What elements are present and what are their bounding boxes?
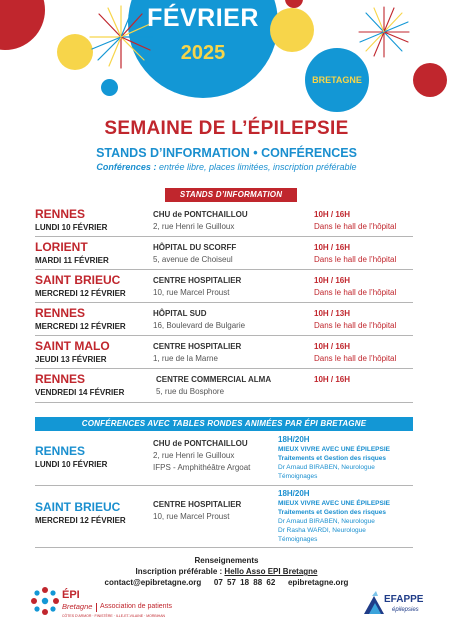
conference-row xyxy=(35,435,413,486)
page-title: SEMAINE DE L’ÉPILEPSIE xyxy=(104,118,349,139)
epi-logo-icon xyxy=(30,586,60,616)
blue-circle-small-left xyxy=(101,79,118,96)
region-label: BRETAGNE xyxy=(312,75,362,85)
conference-place: CHU de PONTCHAILLOU xyxy=(153,439,248,448)
efappe-logo-icon xyxy=(362,590,386,616)
page-subtitle: STANDS D’INFORMATION • CONFÉRENCES xyxy=(96,146,357,160)
red-circle-right xyxy=(413,63,447,97)
stand-address: 5, rue du Bosphore xyxy=(156,387,225,396)
stand-city: SAINT BRIEUC xyxy=(35,273,121,287)
conference-hours: 18H/20H xyxy=(278,489,310,498)
year-title: 2025 xyxy=(180,42,226,64)
stand-city: RENNES xyxy=(35,207,86,221)
conference-place: CENTRE HOSPITALIER xyxy=(153,500,242,509)
conference-speaker: Dr Rasha WARDI, Neurologue xyxy=(278,527,366,534)
phone-number: 07 57 18 88 62 xyxy=(213,578,276,587)
stand-location: Dans le hall de l’hôpital xyxy=(314,255,397,264)
website-link[interactable]: epibretagne.org xyxy=(287,578,349,587)
conference-note: Conférences : entrée libre, places limitées, inscription préférable xyxy=(96,162,357,172)
conference-date: LUNDI 10 FÉVRIER xyxy=(35,460,108,469)
red-circle-top-left xyxy=(0,0,45,50)
epi-name: ÉPI xyxy=(62,589,80,601)
red-circle-small-right xyxy=(285,0,303,8)
stand-date: JEUDI 13 FÉVRIER xyxy=(35,355,107,364)
conference-hours: 18H/20H xyxy=(278,435,310,444)
conference-speaker: Dr Arnaud BIRABEN, Neurologue xyxy=(278,464,375,471)
month-title: FÉVRIER xyxy=(147,4,259,32)
firework-right-icon xyxy=(356,4,412,60)
conference-speaker: Témoignages xyxy=(278,473,318,480)
stand-date: MERCREDI 12 FÉVRIER xyxy=(35,322,126,331)
epi-tagline: Association de patients xyxy=(100,603,172,610)
stand-address: 1, rue de la Marne xyxy=(153,354,218,363)
stand-place: CENTRE COMMERCIAL ALMA xyxy=(156,375,272,384)
conference-date: MERCREDI 12 FÉVRIER xyxy=(35,516,126,525)
stand-row xyxy=(35,205,413,237)
stand-city: RENNES xyxy=(35,372,86,386)
conference-row xyxy=(35,488,413,548)
stand-row xyxy=(35,238,413,270)
stand-address: 2, rue Henri le Guilloux xyxy=(153,222,235,231)
conference-topic: MIEUX VIVRE AVEC UNE ÉPILEPSIE xyxy=(278,446,390,453)
helloasso-link[interactable]: Hello Asso EPI Bretagne xyxy=(224,567,318,576)
conference-speaker: Témoignages xyxy=(278,536,318,543)
stand-hours: 10H / 16H xyxy=(314,276,351,285)
epi-region: Bretagne xyxy=(62,602,93,611)
stand-hours: 10H / 16H xyxy=(314,243,351,252)
conferences-banner: CONFÉRENCES AVEC TABLES RONDES ANIMÉES PAR ÉPI BRETAGNE xyxy=(35,417,413,431)
conference-address: 10, rue Marcel Proust xyxy=(153,512,230,521)
stand-row xyxy=(35,304,413,336)
stand-city: LORIENT xyxy=(35,240,88,254)
stand-date: MARDI 11 FÉVRIER xyxy=(35,256,109,265)
conference-subtopic: Traitements et Gestion des risques xyxy=(278,455,387,462)
stand-hours: 10H / 16H xyxy=(314,342,351,351)
stand-place: CHU de PONTCHAILLOU xyxy=(153,210,248,219)
stand-location: Dans le hall de l’hôpital xyxy=(314,354,397,363)
registration-line: Inscription préférable : Hello Asso EPI Bretagne xyxy=(135,567,318,576)
stand-date: LUNDI 10 FÉVRIER xyxy=(35,223,108,232)
info-heading: Renseignements xyxy=(194,556,259,565)
conference-speaker: Dr Arnaud BIRABEN, Neurologue xyxy=(278,518,375,525)
epi-departments: CÔTES D’ARMOR · FINISTÈRE · ILLE-ET-VILAINE · MORBIHAN xyxy=(62,614,166,618)
epi-divider xyxy=(96,603,97,612)
stand-row xyxy=(35,271,413,303)
stand-row xyxy=(35,370,413,403)
stand-hours: 10H / 16H xyxy=(314,375,351,384)
stand-place: HÔPITAL SUD xyxy=(153,309,207,318)
conference-subtopic: Traitements et Gestion des risques xyxy=(278,509,387,516)
stand-location: Dans le hall de l’hôpital xyxy=(314,222,397,231)
conference-topic: MIEUX VIVRE AVEC UNE ÉPILEPSIE xyxy=(278,500,390,507)
stand-location: Dans le hall de l’hôpital xyxy=(314,288,397,297)
conference-address: 2, rue Henri le Guilloux xyxy=(153,451,235,460)
stand-date: VENDREDI 14 FÉVRIER xyxy=(35,388,125,397)
stands-banner: STANDS D’INFORMATION xyxy=(165,188,297,202)
efappe-sub: épilepsies xyxy=(392,607,419,613)
stand-row xyxy=(35,337,413,369)
stand-hours: 10H / 16H xyxy=(314,210,351,219)
conference-city: SAINT BRIEUC xyxy=(35,500,121,514)
stand-address: 16, Boulevard de Bulgarie xyxy=(153,321,246,330)
stand-place: CENTRE HOSPITALIER xyxy=(153,342,242,351)
stand-location: Dans le hall de l’hôpital xyxy=(314,321,397,330)
stand-city: RENNES xyxy=(35,306,86,320)
stand-address: 10, rue Marcel Proust xyxy=(153,288,230,297)
conference-city: RENNES xyxy=(35,444,86,458)
efappe-name: EFAPPE xyxy=(384,594,424,605)
stand-address: 5, avenue de Choiseul xyxy=(153,255,233,264)
stand-hours: 10H / 13H xyxy=(314,309,351,318)
stand-place: CENTRE HOSPITALIER xyxy=(153,276,242,285)
email-link[interactable]: contact@epibretagne.org xyxy=(104,578,202,587)
stand-place: HÔPITAL DU SCORFF xyxy=(153,243,237,252)
stand-city: SAINT MALO xyxy=(35,339,110,353)
conference-room: IFPS - Amphithéâtre Argoat xyxy=(153,463,251,472)
contact-line xyxy=(0,578,453,587)
stand-date: MERCREDI 12 FÉVRIER xyxy=(35,289,126,298)
